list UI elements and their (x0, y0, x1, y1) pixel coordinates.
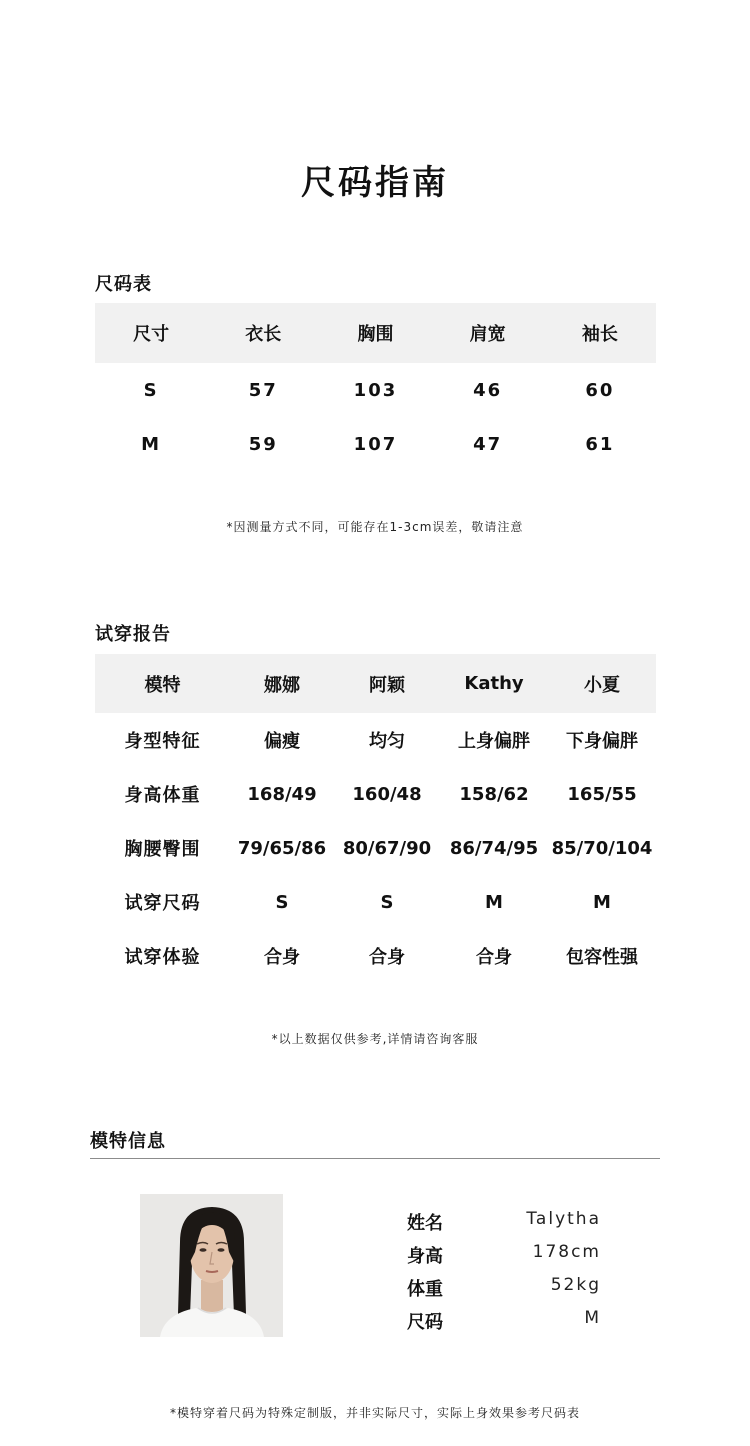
column-header: 阿颖 (369, 674, 405, 696)
column-header: 衣长 (245, 324, 282, 345)
row-label: 身高体重 (124, 785, 201, 806)
table-cell: M (485, 891, 503, 913)
table-cell: 合身 (264, 947, 300, 968)
table-row (95, 363, 656, 417)
table-cell: 均匀 (369, 731, 405, 752)
field-value: 178cm (532, 1242, 601, 1262)
table-row (95, 875, 656, 929)
table-row (95, 821, 656, 875)
table-cell: 103 (353, 379, 398, 401)
table-cell: 165/55 (567, 783, 637, 805)
model-field-weight (407, 1275, 607, 1305)
table-row (95, 767, 656, 821)
table-row (95, 713, 656, 767)
column-header: Kathy (464, 673, 524, 694)
table-cell: 包容性强 (566, 947, 638, 968)
table-cell: 61 (585, 433, 615, 455)
field-value: 52kg (550, 1275, 601, 1295)
table-cell: 上身偏胖 (458, 731, 530, 752)
table-cell: 47 (473, 433, 503, 455)
column-header: 娜娜 (264, 674, 300, 696)
model-photo (140, 1194, 283, 1337)
column-header: 尺寸 (133, 324, 170, 345)
row-label: 身型特征 (124, 731, 201, 752)
table-cell: 107 (353, 433, 398, 455)
field-value: M (584, 1308, 601, 1328)
field-label: 体重 (407, 1279, 443, 1300)
table-cell: 46 (473, 379, 503, 401)
table-cell: 下身偏胖 (566, 731, 638, 752)
table-cell: 60 (585, 379, 615, 401)
size-chart-table (95, 303, 656, 471)
fit-report-note: *以上数据仅供参考,详情请咨询客服 (271, 1032, 479, 1046)
model-field-height (407, 1242, 607, 1272)
fit-report-header-row (95, 654, 656, 713)
column-header: 肩宽 (469, 324, 506, 345)
table-cell: 合身 (369, 947, 405, 968)
table-cell: M (141, 433, 162, 455)
column-header: 模特 (144, 674, 181, 696)
size-chart-note: *因测量方式不同，可能存在1-3cm误差，敬请注意 (226, 520, 524, 534)
table-cell: 59 (248, 433, 278, 455)
table-cell: 158/62 (459, 783, 529, 805)
model-info-note: *模特穿着尺码为特殊定制版，并非实际尺寸，实际上身效果参考尺码表 (169, 1406, 580, 1420)
row-label: 试穿体验 (124, 947, 201, 968)
table-cell: 160/48 (352, 783, 422, 805)
field-label: 尺码 (407, 1312, 443, 1333)
row-label: 试穿尺码 (124, 893, 201, 914)
table-cell: 86/74/95 (449, 837, 539, 859)
model-field-name (407, 1209, 607, 1239)
table-cell: M (593, 891, 611, 913)
table-cell: S (380, 891, 394, 913)
table-row (95, 417, 656, 471)
table-cell: S (275, 891, 289, 913)
column-header: 小夏 (584, 674, 620, 696)
column-header: 胸围 (357, 324, 394, 345)
table-cell: 偏瘦 (264, 731, 300, 752)
field-label: 身高 (407, 1246, 443, 1267)
table-cell: 85/70/104 (551, 837, 653, 859)
table-cell: 79/65/86 (237, 837, 327, 859)
table-cell: S (143, 379, 159, 401)
table-cell: 合身 (476, 947, 512, 968)
field-label: 姓名 (407, 1213, 443, 1234)
row-label: 胸腰臀围 (124, 839, 201, 860)
table-cell: 57 (248, 379, 278, 401)
table-row (95, 929, 656, 983)
page-title: 尺码指南 (301, 163, 449, 203)
table-cell: 80/67/90 (342, 837, 432, 859)
section-divider (90, 1158, 660, 1159)
model-field-size (407, 1308, 607, 1338)
field-value: Talytha (526, 1209, 601, 1229)
model-info-heading: 模特信息 (90, 1131, 166, 1152)
table-cell: 168/49 (247, 783, 317, 805)
fit-report-heading: 试穿报告 (95, 624, 171, 645)
size-chart-header-row (95, 303, 656, 363)
column-header: 袖长 (581, 324, 618, 345)
fit-report-table (95, 654, 656, 983)
size-chart-heading: 尺码表 (95, 274, 152, 295)
